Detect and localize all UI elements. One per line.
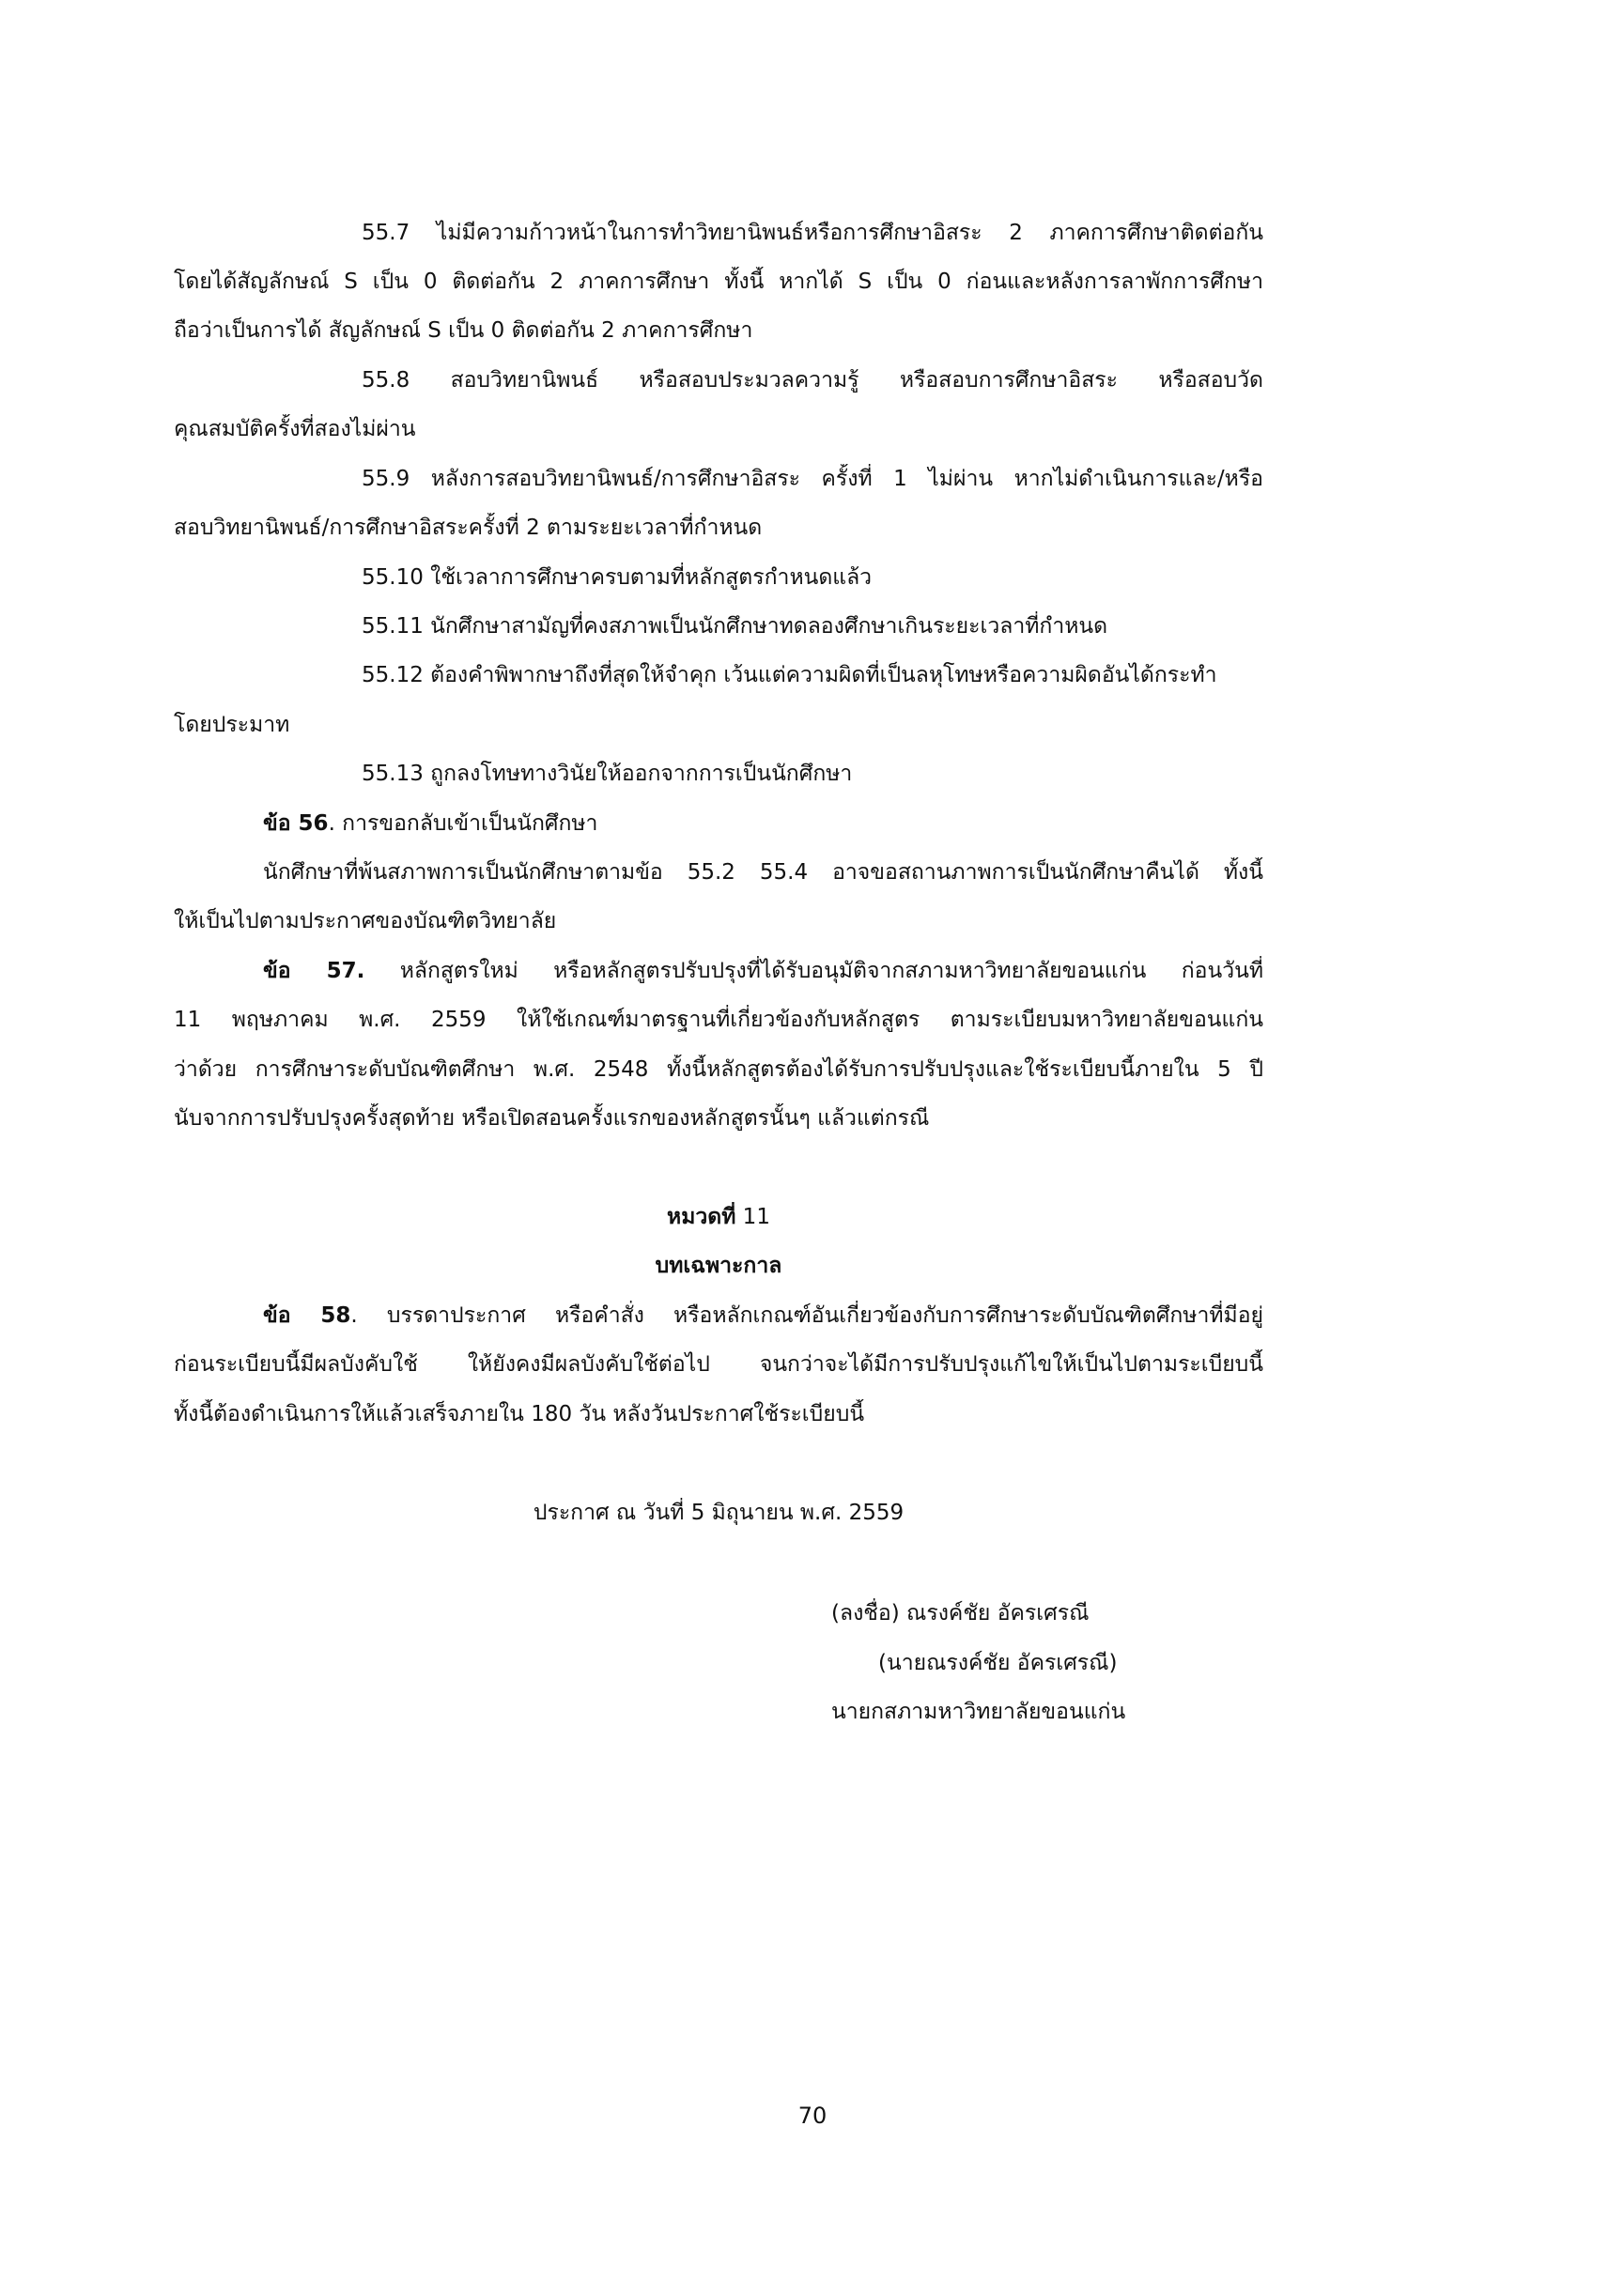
clause-56-line-1: นักศึกษาที่พ้นสภาพการเป็นนักศึกษาตามข้อ 55.2 55.4 อาจขอสถานภาพการเป็นนักศึกษาคืนได้ ทั้งนี้: [263, 860, 1263, 885]
clause-55-12-line-2: โดยประมาท: [174, 713, 290, 737]
clause-55-7-line-3: ถือว่าเป็นการได้ สัญลักษณ์ S เป็น 0 ติดต่อกัน 2 ภาคการศึกษา: [174, 318, 753, 343]
clause-55-12-line-1: 55.12 ต้องคำพิพากษาถึงที่สุดให้จำคุก เว้นแต่ความผิดที่เป็นลหุโทษหรือความผิดอันได้กระทำ: [362, 663, 1217, 687]
section-number: 11: [735, 1205, 770, 1229]
clause-56-label: ข้อ 56: [263, 811, 329, 836]
clause-57-line-4: นับจากการปรับปรุงครั้งสุดท้าย หรือเปิดสอนครั้งแรกของหลักสูตรนั้นๆ แล้วแต่กรณี: [174, 1106, 930, 1131]
clause-58-text: . บรรดาประกาศ หรือคำสั่ง หรือหลักเกณฑ์อันเกี่ยวข้องกับการศึกษาระดับบัณฑิตศึกษาที่มีอยู่: [350, 1303, 1263, 1328]
section-label: หมวดที่: [667, 1205, 736, 1229]
clause-55-9-line-1: 55.9 หลังการสอบวิทยานิพนธ์/การศึกษาอิสระ ครั้งที่ 1 ไม่ผ่าน หากไม่ดำเนินการและ/หรือ: [362, 467, 1263, 491]
signatory-title: นายกสภามหาวิทยาลัยขอนแก่น: [831, 1700, 1126, 1724]
clause-57-label: ข้อ 57.: [263, 959, 365, 983]
section-heading: [174, 1202, 1263, 1232]
clause-55-7-line-2: โดยได้สัญลักษณ์ S เป็น 0 ติดต่อกัน 2 ภาคการศึกษา ทั้งนี้ หากได้ S เป็น 0 ก่อนและหลังการลาพักการศึกษา: [174, 270, 1263, 294]
clause-58-line-1: [263, 1301, 1263, 1331]
clause-55-11: 55.11 นักศึกษาสามัญที่คงสภาพเป็นนักศึกษาทดลองศึกษาเกินระยะเวลาที่กำหนด: [362, 614, 1108, 639]
clause-57-line-2: 11 พฤษภาคม พ.ศ. 2559 ให้ใช้เกณฑ์มาตรฐานที่เกี่ยวข้องกับหลักสูตร ตามระเบียบมหาวิทยาลัยขอนแก่น: [174, 1008, 1263, 1032]
clause-58-line-3: ทั้งนี้ต้องดำเนินการให้แล้วเสร็จภายใน 180 วัน หลังวันประกาศใช้ระเบียบนี้: [174, 1402, 865, 1426]
announcement-date: ประกาศ ณ วันที่ 5 มิถุนายน พ.ศ. 2559: [533, 1501, 905, 1525]
signature-line: (ลงชื่อ) ณรงค์ชัย อัครเศรณี: [831, 1601, 1090, 1626]
clause-57-line-3: ว่าด้วย การศึกษาระดับบัณฑิตศึกษา พ.ศ. 2548 ทั้งนี้หลักสูตรต้องได้รับการปรับปรุงและใช้ระเบียบนี้ภายใน 5 ปี: [174, 1057, 1263, 1082]
clause-58-label: ข้อ 58: [263, 1303, 351, 1328]
clause-57-text: หลักสูตรใหม่ หรือหลักสูตรปรับปรุงที่ได้รับอนุมัติจากสภามหาวิทยาลัยขอนแก่น ก่อนวันที่: [364, 959, 1263, 983]
clause-55-8-line-2: คุณสมบัติครั้งที่สองไม่ผ่าน: [174, 417, 416, 441]
section-title: บทเฉพาะกาล: [655, 1254, 782, 1278]
clause-55-7-line-1: 55.7 ไม่มีความก้าวหน้าในการทำวิทยานิพนธ์หรือการศึกษาอิสระ 2 ภาคการศึกษาติดต่อกัน: [362, 221, 1263, 245]
signatory-name: (นายณรงค์ชัย อัครเศรณี): [878, 1651, 1118, 1675]
clause-55-10: 55.10 ใช้เวลาการศึกษาครบตามที่หลักสูตรกำหนดแล้ว: [362, 565, 873, 590]
clause-58-line-2: ก่อนระเบียบนี้มีผลบังคับใช้ ให้ยังคงมีผลบังคับใช้ต่อไป จนกว่าจะได้มีการปรับปรุงแก้ไขให้เป็นไปตามระเบียบนี้: [174, 1352, 1263, 1377]
clause-55-9-line-2: สอบวิทยานิพนธ์/การศึกษาอิสระครั้งที่ 2 ตามระยะเวลาที่กำหนด: [174, 516, 763, 540]
page-number: 70: [797, 2103, 827, 2129]
clause-56-line-2: ให้เป็นไปตามประกาศของบัณฑิตวิทยาลัย: [174, 909, 557, 933]
clause-57-line-1: [263, 956, 1263, 986]
clause-55-13: 55.13 ถูกลงโทษทางวินัยให้ออกจากการเป็นนักศึกษา: [362, 762, 853, 786]
clause-55-8-line-1: 55.8 สอบวิทยานิพนธ์ หรือสอบประมวลความรู้ หรือสอบการศึกษาอิสระ หรือสอบวัด: [362, 368, 1263, 393]
clause-56-heading: [263, 809, 1263, 839]
clause-56-title: . การขอกลับเข้าเป็นนักศึกษา: [328, 811, 598, 836]
